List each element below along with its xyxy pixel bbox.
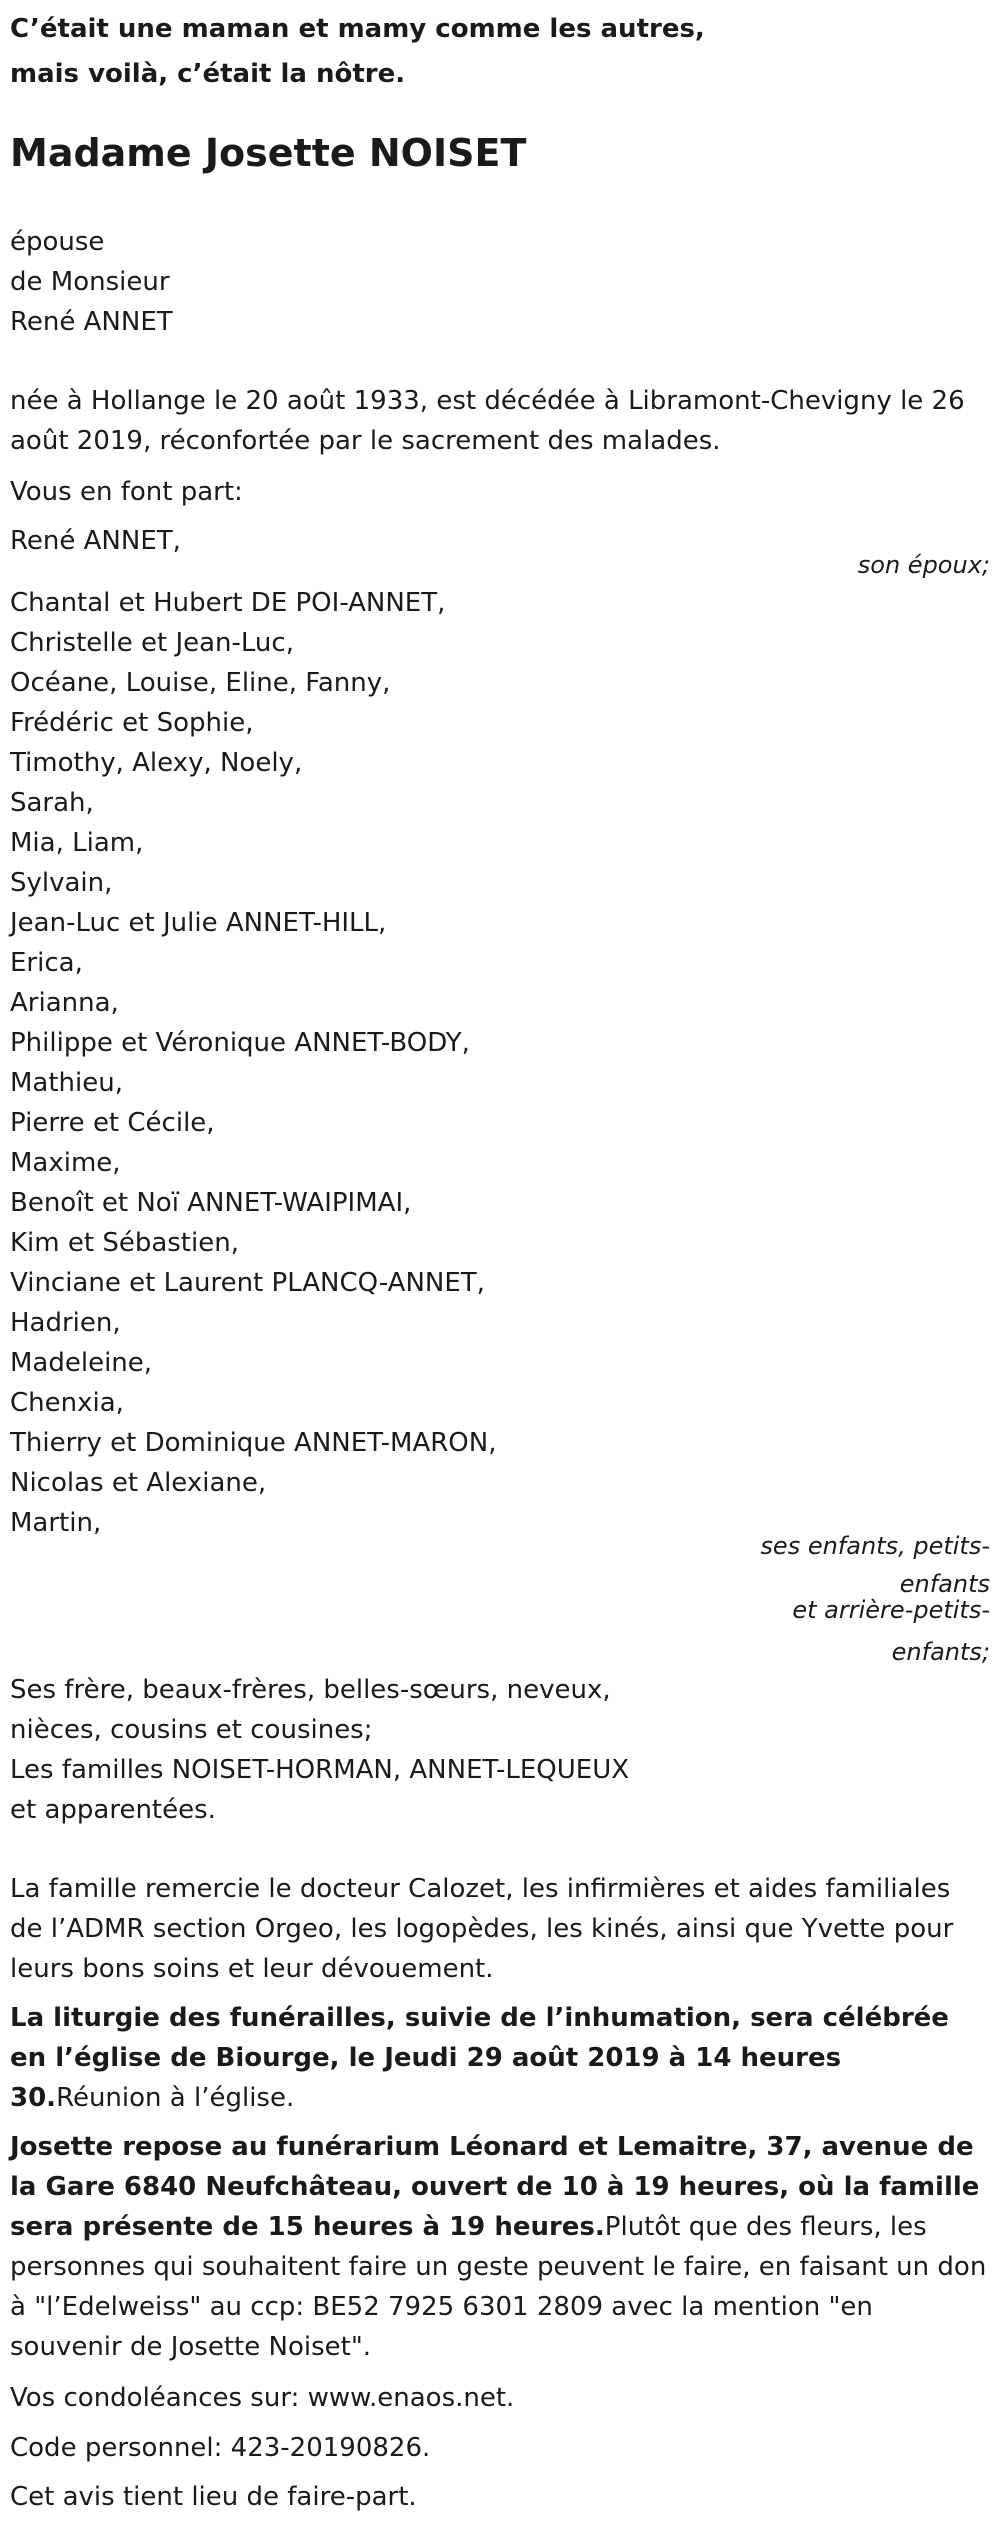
condolences-line: Vos condoléances sur: www.enaos.net. (10, 2383, 515, 2413)
children-role-line-4: enfants; (891, 1638, 990, 1666)
list-item: Frédéric et Sophie, (10, 708, 254, 738)
list-item: Christelle et Jean-Luc, (10, 628, 294, 658)
list-item: Nicolas et Alexiane, (10, 1468, 267, 1498)
list-item: Timothy, Alexy, Noely, (10, 748, 303, 778)
visitation-paragraph (10, 2127, 990, 2367)
list-item: Sarah, (10, 788, 94, 818)
list-item: Vinciane et Laurent PLANCQ-ANNET, (10, 1268, 485, 1298)
list-item: Arianna, (10, 988, 119, 1018)
spouse-line-2: de Monsieur (10, 267, 170, 297)
children-list (10, 583, 496, 1543)
family-line-2: nièces, cousins et cousines; (10, 1715, 373, 1745)
intro-line-2: mais voilà, c’était la nôtre. (10, 59, 406, 89)
list-item: Chenxia, (10, 1388, 124, 1418)
list-item: Erica, (10, 948, 83, 978)
family-line-4: et apparentées. (10, 1795, 216, 1825)
intro-line-1: C’était une maman et mamy comme les autres, (10, 14, 705, 44)
funeral-meeting: Réunion à l’église. (56, 2083, 295, 2113)
personal-code: Code personnel: 423-20190826. (10, 2433, 431, 2463)
spouse-line-3: René ANNET (10, 307, 173, 337)
list-item: Pierre et Cécile, (10, 1108, 215, 1138)
spouse-entry-role: son époux; (857, 551, 990, 579)
children-role-line-2: enfants (899, 1570, 990, 1598)
list-item: Martin, (10, 1508, 102, 1538)
thanks-paragraph: La famille remercie le docteur Calozet, les infirmières et aides familiales de l’ADMR section Orgeo, les logopèdes, les kinés, ainsi que Yvette pour leurs bons soins et leur dévouement. (10, 1874, 954, 1984)
list-item: Kim et Sébastien, (10, 1228, 239, 1258)
birth-death-line-1: née à Hollange le 20 août 1933, est décédée à Libramont-Chevigny le 26 (10, 386, 965, 416)
list-item: Sylvain, (10, 868, 113, 898)
funeral-details: La liturgie des funérailles, suivie de l’inhumation, sera célébrée en l’église de Biourge, le Jeudi 29 août 2019 à 14 heures 30. (10, 2003, 949, 2113)
spouse-line-1: épouse (10, 227, 105, 257)
list-item: Thierry et Dominique ANNET-MARON, (10, 1428, 497, 1458)
list-item: Philippe et Véronique ANNET-BODY, (10, 1028, 470, 1058)
donation-request: Plutôt que des fleurs, les personnes qui souhaitent faire un geste peuvent le faire, en faisant un don à "l’Edelweiss" au ccp: BE52 7925 6301 2809 avec la mention "en souvenir de Josette Noiset". (10, 2212, 987, 2362)
funeral-paragraph (10, 1998, 990, 2118)
family-line-1: Ses frère, beaux-frères, belles-sœurs, neveux, (10, 1675, 611, 1705)
visitation-details: Josette repose au funérarium Léonard et Lemaitre, 37, avenue de la Gare 6840 Neufchâteau, ouvert de 10 à 19 heures, où la famille sera présente de 15 heures à 19 heures. (10, 2132, 980, 2242)
birth-death-line-2: août 2019, réconfortée par le sacrement des malades. (10, 426, 721, 456)
list-item: Hadrien, (10, 1308, 121, 1338)
spouse-entry-name: René ANNET, (10, 526, 181, 556)
family-line-3: Les familles NOISET-HORMAN, ANNET-LEQUEUX (10, 1755, 630, 1785)
closing-line: Cet avis tient lieu de faire-part. (10, 2482, 417, 2512)
page-title: Madame Josette NOISET (10, 131, 527, 175)
children-role-line-1: ses enfants, petits- (760, 1532, 990, 1560)
list-item: Mia, Liam, (10, 828, 144, 858)
list-item: Madeleine, (10, 1348, 153, 1378)
list-item: Mathieu, (10, 1068, 124, 1098)
children-role-line-3: et arrière-petits- (792, 1596, 990, 1624)
list-item: Maxime, (10, 1148, 121, 1178)
announcement: Vous en font part: (10, 477, 243, 507)
list-item: Océane, Louise, Eline, Fanny, (10, 668, 391, 698)
list-item: Benoît et Noï ANNET-WAIPIMAI, (10, 1188, 412, 1218)
list-item: Jean-Luc et Julie ANNET-HILL, (10, 908, 387, 938)
list-item: Chantal et Hubert DE POI-ANNET, (10, 588, 446, 618)
